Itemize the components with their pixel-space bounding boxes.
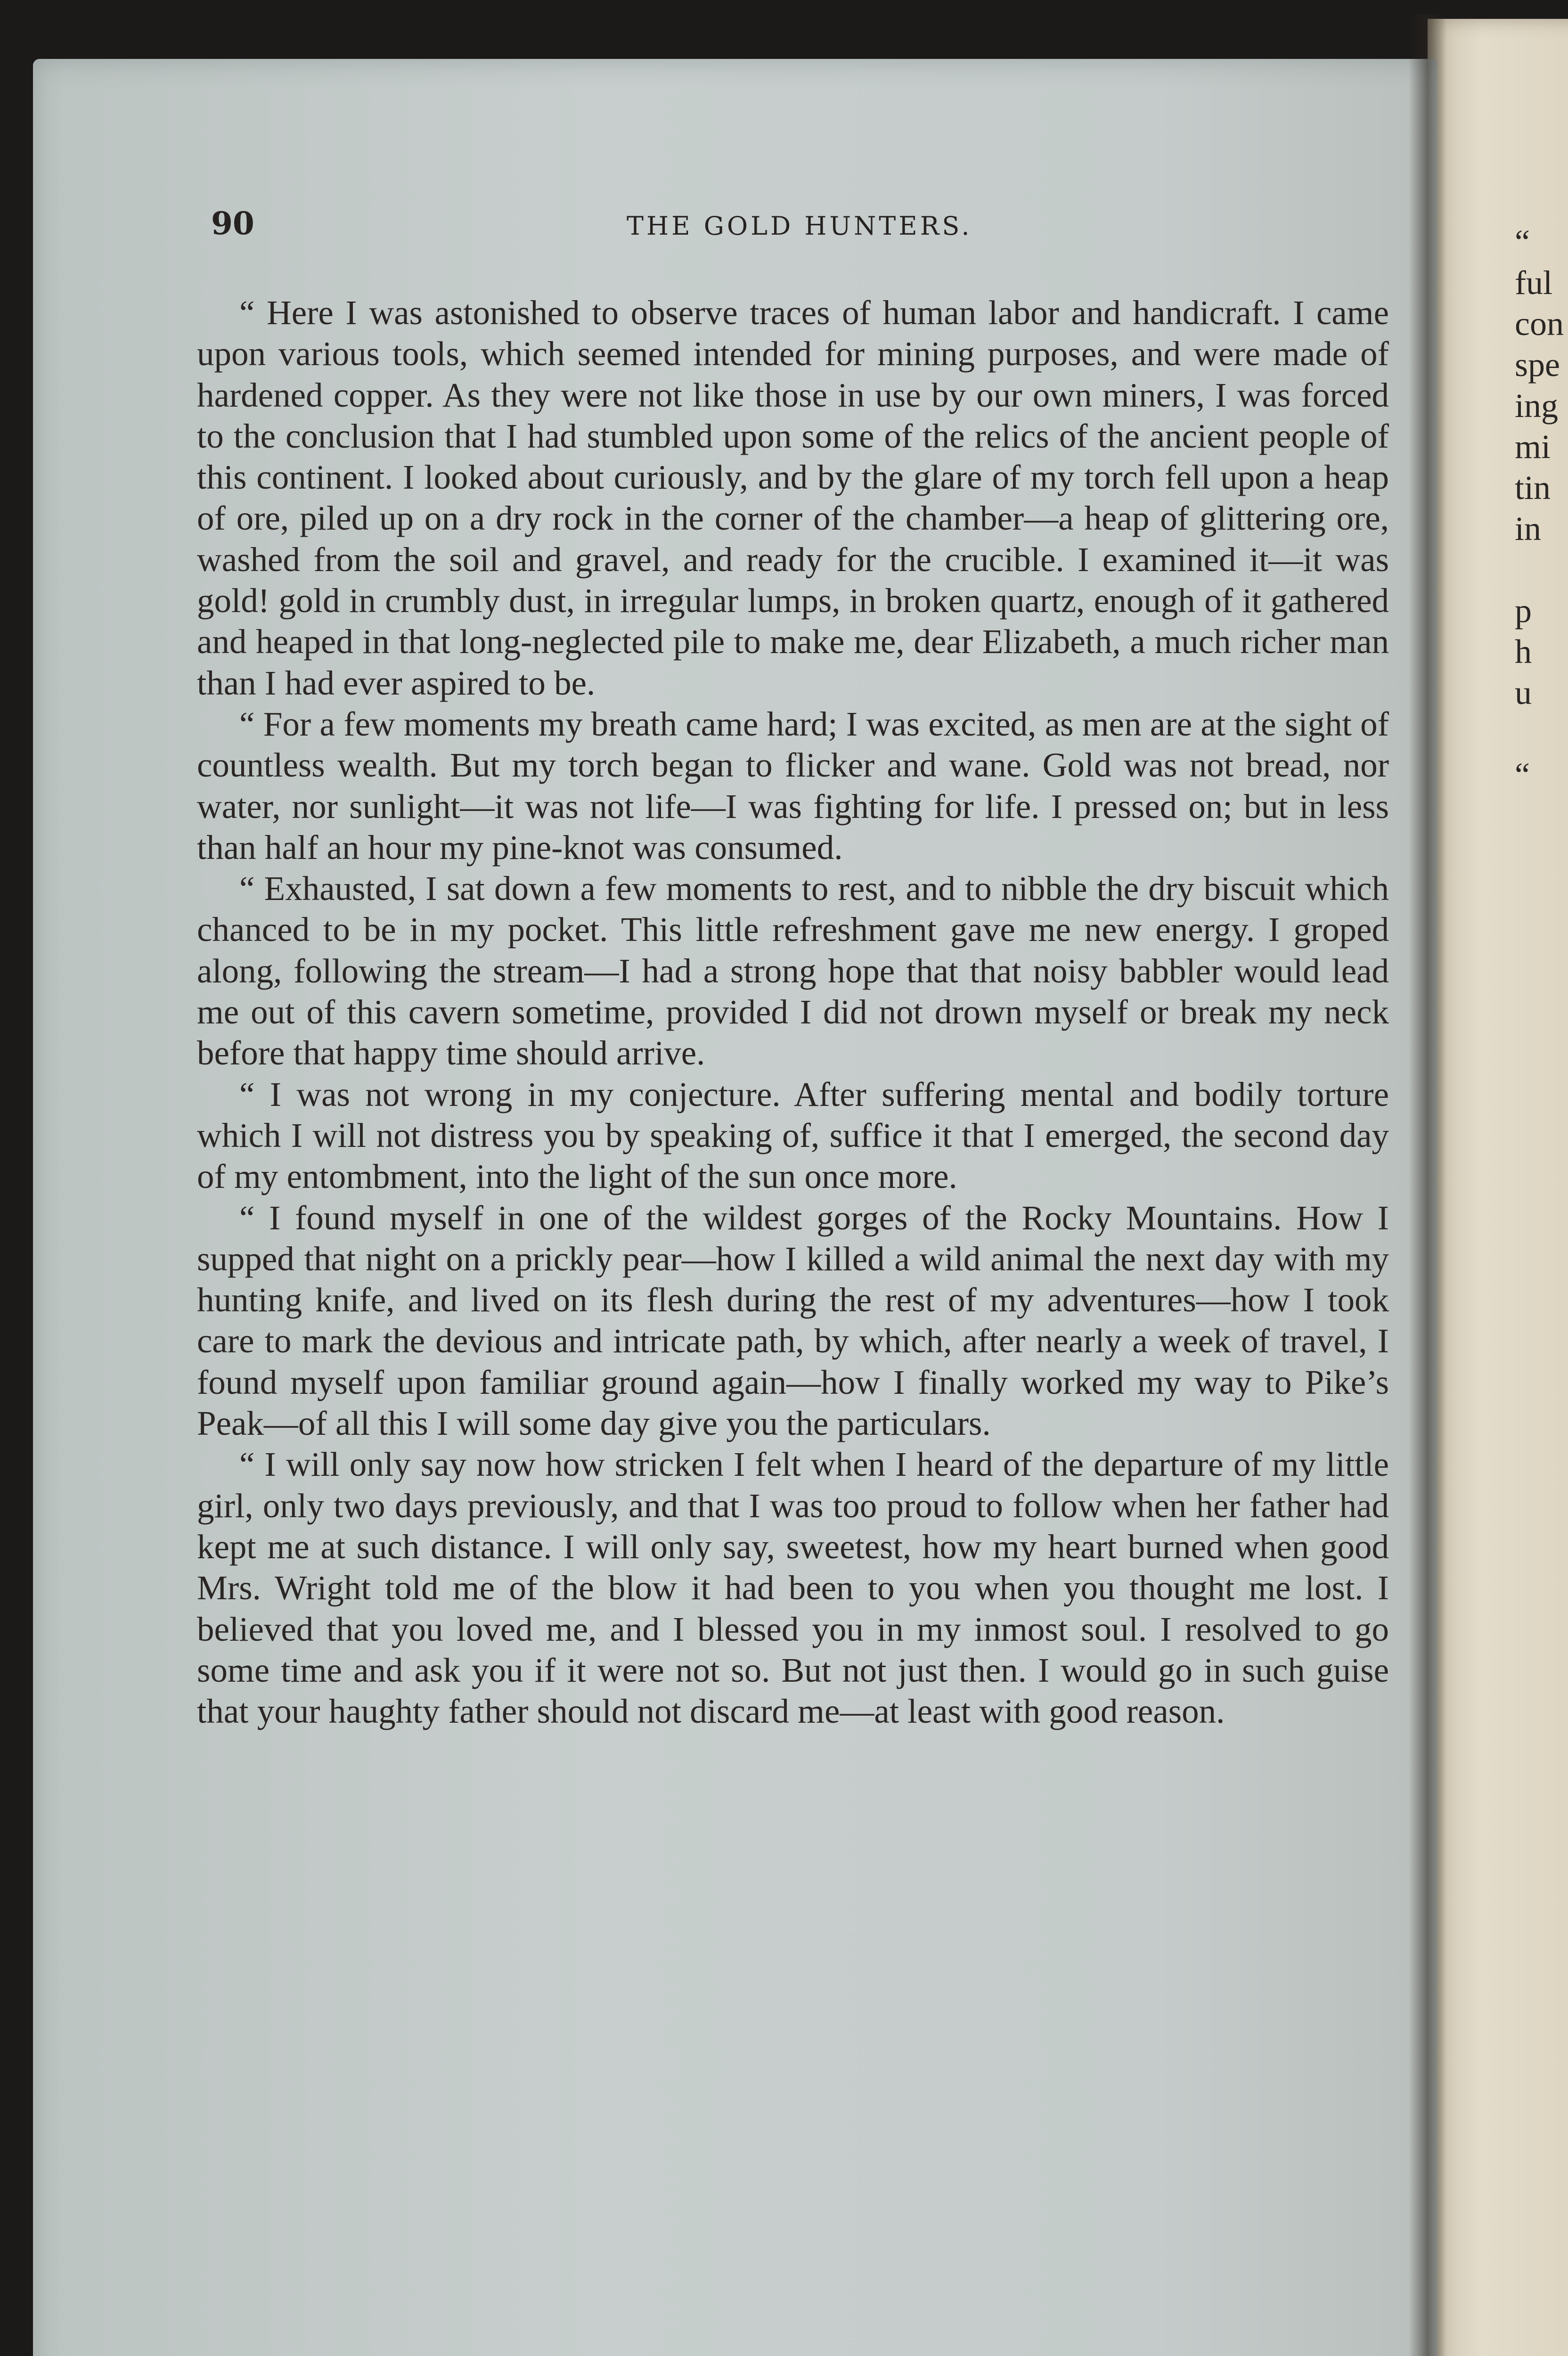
paragraph: “ I was not wrong in my conjecture. After suffering mental and bodily torture which I will not distress you by speaking of, suffice it that I emerged, the second day of my entombment, into the light of the sun once more. bbox=[197, 1075, 1389, 1196]
facing-page-text-fragments: “ ful con spe ing mi tin in p h u “ bbox=[1515, 223, 1564, 794]
page-body bbox=[197, 292, 1389, 1732]
page-gutter bbox=[1409, 14, 1446, 2356]
page-number: 90 bbox=[211, 205, 254, 242]
paragraph: “ For a few moments my breath came hard; I was excited, as men are at the sight of countless wealth. But my torch began to flicker and wane. Gold was not bread, nor water, nor sunlight—it was not life—I was fighting for life. I pressed on; but in less than half an hour my pine-knot was consumed. bbox=[197, 704, 1389, 867]
paragraph: “ Exhausted, I sat down a few moments to rest, and to nibble the dry biscuit which chanced to be in my pocket. This little refreshment gave me new energy. I groped along, following the stream—I had a strong hope that that noisy babbler would lead me out of this cavern sometime, provided I did not drown myself or break my neck before that happy time should arrive. bbox=[197, 869, 1389, 1072]
paragraph: “ I will only say now how stricken I felt when I heard of the departure of my little girl, only two days previously, and that I was too proud to follow when her father had kept me at such distance. I will only say, sweetest, how my heart burned when good Mrs. Wright told me of the blow it had been to you when you thought me lost. I believed that you loved me, and I blessed you in my inmost soul. I resolved to go some time and ask you if it were not so. But not just then. I would go in such guise that your haughty father should not discard me—at least with good reason. bbox=[197, 1445, 1389, 1731]
paragraph: “ Here I was astonished to observe traces of human labor and handicraft. I came upon various tools, which seemed intended for mining purposes, and were made of hardened copper. As they were not like those in use by our own miners, I was forced to the conclusion that I had stumbled upon some of the relics of the ancient people of this continent. I looked about curiously, and by the glare of my torch fell upon a heap of ore, piled up on a dry rock in the corner of the chamber—a heap of glittering ore, washed from the soil and gravel, and ready for the crucible. I examined it—it was gold! gold in crumbly dust, in irregular lumps, in broken quartz, enough of it gathered and heaped in that long-neglected pile to make me, dear Elizabeth, a much richer man than I had ever aspired to be. bbox=[197, 294, 1389, 702]
running-head: THE GOLD HUNTERS. bbox=[627, 211, 972, 241]
paragraph: “ I found myself in one of the wildest gorges of the Rocky Mountains. How I supped that night on a prickly pear—how I killed a wild animal the next day with my hunting knife, and lived on its flesh during the rest of my adventures—how I took care to mark the devious and intricate path, by which, after nearly a week of travel, I found myself upon familiar ground again—how I finally worked my way to Pike’s Peak—of all this I will some day give you the particulars. bbox=[197, 1198, 1389, 1443]
